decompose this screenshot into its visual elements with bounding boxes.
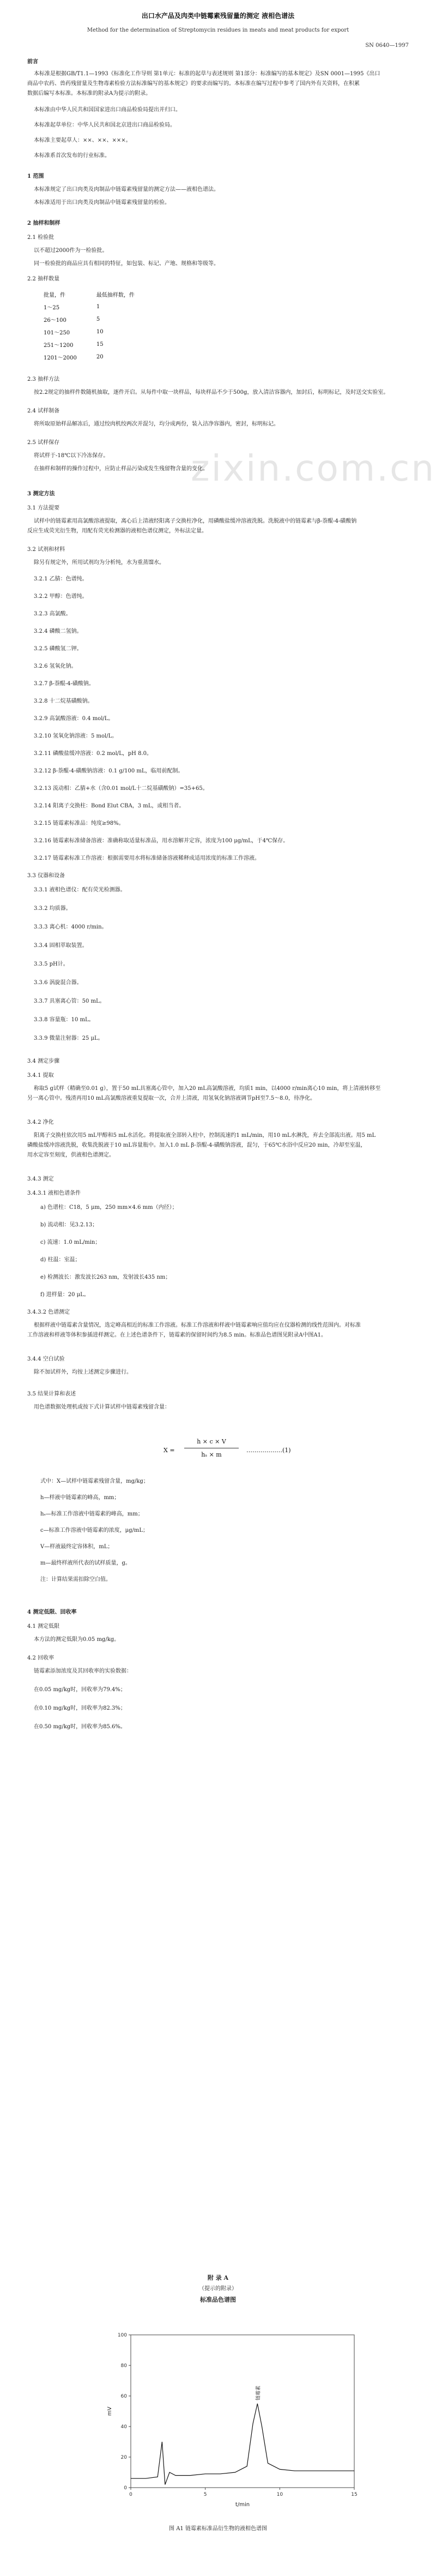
lc-condition-item: c) 流速：1.0 mL/min； [40, 1239, 101, 1245]
section-heading: 3 测定方法 [27, 491, 55, 497]
peak-label: 链霉素 [256, 2385, 262, 2400]
paragraph-line: 以不超过2000件为一检验批。 [34, 248, 108, 254]
instrument-item: 3.3.8 容量瓶：10 mL。 [34, 1017, 94, 1023]
subsection-heading: 2.1 检验批 [27, 235, 55, 241]
x-tick-label: 5 [203, 2492, 207, 2497]
table-row [44, 313, 154, 326]
plot-frame [131, 2335, 354, 2488]
reagent-item: 3.2.5 磷酸氢二钾。 [34, 646, 82, 652]
paragraph-line: 反应生成荧光衍生物，用配有荧光检测器的液相色谱仪测定，外标法定量。 [27, 528, 207, 534]
subsection-heading: 2.4 试样制备 [27, 408, 60, 414]
reagent-item: 3.2.3 高氯酸。 [34, 611, 71, 617]
table-header-cell: 批量，件 [44, 292, 65, 298]
x-tick-label: 10 [276, 2492, 283, 2497]
paragraph-line: 本标准规定了出口肉类及肉制品中链霉素残留量的测定方法——液相色谱法。 [34, 187, 219, 193]
watermark: zixin.com.cn [191, 447, 436, 489]
table-row [44, 301, 154, 313]
paragraph-line: 用色谱数据处理机或按下式计算试样中链霉素残留含量： [34, 1404, 170, 1410]
table-cell: 101～250 [44, 330, 70, 336]
paragraph-line: 同一检验批的商品应具有相同的特征，如包装、标记、产地、规格和等级等。 [34, 261, 219, 267]
document-subtitle: Method for the determination of Streptomycin residues in meats and meat products for export [87, 27, 349, 33]
subsection-heading: 3.4.3 测定 [27, 1176, 54, 1182]
recovery-line: 在0.05 mg/kg时，回收率为79.4%； [34, 1687, 126, 1693]
table-cell: 26～100 [44, 317, 66, 324]
reagent-item: 3.2.8 十二烷基磺酸钠。 [34, 698, 93, 704]
paragraph-line: 用水定容至刻度，供液相色谱测定。 [27, 1152, 114, 1158]
subsection-heading: 3.4 测定步骤 [27, 1058, 60, 1064]
section-heading: 1 范围 [27, 173, 44, 179]
table-cell: 1～25 [44, 305, 60, 311]
lc-condition-item: e) 检测波长：激发波长263 nm，发射波长435 nm； [40, 1274, 171, 1280]
paragraph-line: 将试样于-18℃以下冷冻保存。 [34, 453, 109, 459]
instrument-item: 3.3.3 离心机：4000 r/min。 [34, 924, 107, 930]
reagent-item: 3.2.1 乙腈：色谱纯。 [34, 576, 88, 582]
subsection-heading: 3.4.2 净化 [27, 1119, 54, 1125]
preface-line: 本标准主要起草人：××、××、×××。 [34, 137, 131, 143]
subsection-heading: 3.5 结果计算和表述 [27, 1391, 76, 1397]
subsection-heading: 3.4.3.2 色谱测定 [27, 1309, 70, 1315]
table-cell: 1 [96, 304, 100, 310]
formula-variable: m—最终样液所代表的试样质量，g。 [40, 1560, 131, 1566]
instrument-item: 3.3.6 涡旋混合器。 [34, 980, 82, 986]
lc-condition-item: b) 流动相：见3.2.13； [40, 1222, 98, 1228]
recovery-line: 在0.50 mg/kg时，回收率为85.6%。 [34, 1724, 126, 1730]
formula-denominator: hₛ × m [201, 1451, 222, 1458]
preface-line: 本标准起草单位：中华人民共和国北京进出口商品检验局。 [34, 122, 175, 128]
subsection-heading: 2.5 试样保存 [27, 440, 60, 446]
reagent-item: 3.2.6 氢氧化钠。 [34, 663, 77, 669]
reagent-item: 3.2.2 甲醇：色谱纯。 [34, 594, 88, 600]
preface-heading: 前言 [27, 59, 38, 65]
paragraph-line: 除不加试样外，均按上述测定步骤进行。 [34, 1369, 132, 1375]
figure-caption: 图 A1 链霉素标准品衍生物的液相色谱图 [169, 2526, 267, 2532]
section-heading: 2 抽样和制样 [27, 220, 60, 226]
instrument-item: 3.3.4 固相萃取装置。 [34, 943, 88, 949]
instrument-item: 3.3.9 微量注射器：25 μL。 [34, 1035, 104, 1041]
formula-number: ………………(1) [246, 1447, 291, 1454]
appendix-subtitle: 标准品色谱图 [200, 2296, 236, 2303]
lc-condition-item: a) 色谱柱：C18，5 μm，250 mm×4.6 mm（内径）； [40, 1205, 178, 1211]
table-cell: 1201～2000 [44, 355, 77, 361]
standard-number: SN 0640—1997 [365, 43, 409, 49]
formula-variable: h—样液中链霉素的峰高，mm； [40, 1495, 120, 1501]
chromatogram-chart [104, 2324, 365, 2509]
paragraph-line: 磷酸盐缓冲溶液洗脱，收集洗脱液于10 mL容量瓶中。加入1.0 mL β-萘醌-4-磺酸钠溶液，混匀，于65℃水浴中反应20 min，冷却至室温， [27, 1142, 366, 1148]
sampling-table [44, 288, 154, 363]
reagent-item: 3.2.7 β-萘醌-4-磺酸钠。 [34, 681, 94, 687]
subsection-heading: 3.4.4 空白试验 [27, 1356, 65, 1362]
instrument-item: 3.3.5 pH计。 [34, 961, 69, 967]
lc-condition-item: f) 进样量：20 μL。 [40, 1292, 89, 1298]
paragraph-line: 另一离心管中。残渣再用10 mL高氯酸溶液重复提取一次，合并上清液，用氢氧化钠溶液调节pH至7.5～8.0，待净化。 [27, 1095, 316, 1101]
paragraph-line: 将所取原始样品解冻后，通过绞肉机绞两次并混匀，均分成两份，装入洁净容器内，密封，标明标记。 [34, 421, 279, 427]
preface-line: 数据后编写本标准。本标准的附录A为提示的附录。 [27, 91, 152, 97]
reagent-item: 3.2.12 β-萘醌-4-磺酸钠溶液：0.1 g/100 mL，临用前配制。 [34, 768, 184, 774]
preface-line: 本标准系首次发布的行业标准。 [34, 153, 110, 159]
subsection-heading: 4.2 回收率 [27, 1655, 55, 1661]
paragraph-line: 本标准适用于出口肉类及肉制品中链霉素残留量的检验。 [34, 200, 170, 206]
table-cell: 10 [96, 329, 104, 335]
formula-lhs: X = [164, 1447, 175, 1454]
table-row [44, 326, 154, 338]
subsection-heading: 3.4.1 提取 [27, 1073, 54, 1079]
lc-condition-item: d) 柱温：室温； [40, 1257, 81, 1263]
formula-variable: c—标准工作溶液中链霉素的浓度，μg/mL； [40, 1527, 148, 1533]
subsection-heading: 3.3 仪器和设备 [27, 873, 65, 879]
y-tick-label: 40 [120, 2424, 127, 2430]
formula-variable: 注：计算结果需扣除空白值。 [40, 1577, 111, 1583]
table-row [44, 338, 154, 351]
paragraph-line: 除另有规定外，所用试剂均为分析纯，水为重蒸馏水。 [34, 560, 165, 566]
x-tick-label: 0 [129, 2492, 132, 2497]
paragraph-line: 根据样液中链霉素含量情况，选定峰高相近的标准工作溶液。标准工作溶液和样液中链霉素响应值均应在仪器检测的线性范围内。对标准 [34, 1322, 361, 1328]
table-header-row [44, 288, 154, 301]
subsection-heading: 3.2 试剂和材料 [27, 547, 65, 553]
y-tick-label: 80 [120, 2363, 127, 2369]
reagent-item: 3.2.10 氢氧化钠溶液：5 mol/L。 [34, 733, 118, 739]
paragraph-line: 阳离子交换柱依次用5 mL甲醇和5 mL水活化。将提取液全部转入柱中，控制流速约1 mL/min，用10 mL水淋洗，弃去全部流出液。用5 mL [34, 1133, 376, 1139]
formula-variable: hₛ—标准工作溶液中链霉素的峰高，mm； [40, 1511, 143, 1517]
reagent-item: 3.2.14 阳离子交换柱：Bond Elut CBA，3 mL，或相当者。 [34, 803, 185, 809]
subsection-heading: 3.1 方法提要 [27, 505, 60, 511]
reagent-item: 3.2.15 链霉素标准品：纯度≥98%。 [34, 820, 124, 826]
formula-variable: V—样液最终定容体积，mL； [40, 1544, 113, 1550]
preface-line: 本标准由中华人民共和国国家进出口商品检验局提出并归口。 [34, 107, 181, 113]
table-header-cell: 最低抽样数，件 [96, 292, 135, 298]
paragraph-line: 称取5 g试样（精确至0.01 g），置于50 mL具塞离心管中，加入20 mL高氯酸溶液，均质1 min，以4000 r/min离心10 min，将上清液转移至 [34, 1086, 381, 1092]
appendix-note: （提示的附录） [199, 2286, 237, 2292]
reagent-item: 3.2.4 磷酸二氢钠。 [34, 628, 82, 634]
paragraph-line: 工作溶液和样液等体积参插进样测定。在上述色谱条件下，链霉素的保留时间约为8.5 min。标准品色谱图见附录A中图A1。 [27, 1332, 327, 1338]
section-heading: 4 测定低限、回收率 [27, 1609, 77, 1615]
table-cell: 20 [96, 354, 104, 360]
table-cell: 5 [96, 316, 100, 322]
reagent-item: 3.2.9 高氯酸溶液：0.4 mol/L。 [34, 716, 114, 722]
recovery-line: 在0.10 mg/kg时，回收率为82.3%； [34, 1705, 126, 1711]
y-tick-label: 20 [120, 2455, 127, 2460]
formula-variable: 式中：X—试样中链霉素残留含量，mg/kg； [40, 1478, 149, 1484]
subsection-heading: 4.1 测定低限 [27, 1624, 60, 1630]
x-tick-label: 15 [351, 2492, 358, 2497]
instrument-item: 3.3.1 液相色谱仪：配有荧光检测器。 [34, 887, 126, 893]
chromatogram-svg [104, 2324, 365, 2509]
paragraph-line: 按2.2规定的抽样件数随机抽取，逐件开启。从每件中取一块样品，每块样品不少于500g，放入清洁容器内，加封后，标明标记，及时送交实验室。 [34, 390, 389, 396]
y-tick-label: 0 [124, 2485, 127, 2491]
instrument-item: 3.3.2 均质器。 [34, 906, 71, 912]
paragraph-line: 试样中的链霉素用高氯酸溶液提取，离心后上清液经阳离子交换柱净化，用磷酸盐缓冲溶液洗脱。洗脱液中的链霉素与β-萘醌-4-磺酸钠 [34, 518, 357, 524]
subsection-heading: 2.3 抽样方法 [27, 376, 60, 382]
paragraph-line: 链霉素添加浓度及其回收率的实验数据： [34, 1668, 132, 1674]
instrument-item: 3.3.7 具塞离心管：50 mL。 [34, 998, 105, 1004]
y-axis-label: mV [107, 2406, 113, 2416]
x-axis-label: t/min [235, 2502, 250, 2508]
chromatogram-line [131, 2404, 354, 2484]
reagent-item: 3.2.17 链霉素标准工作溶液：根据需要用水将标准储备溶液稀释成适用浓度的标准工作溶液。 [34, 855, 260, 861]
reagent-item: 3.2.11 磷酸盐缓冲溶液：0.2 mol/L，pH 8.0。 [34, 751, 152, 757]
subsection-heading: 2.2 抽样数量 [27, 276, 60, 282]
reagent-item: 3.2.13 流动相：乙腈+水（含0.01 mol/L十二烷基磺酸钠）=35+65。 [34, 786, 208, 792]
preface-line: 本标准是根据GB/T1.1—1993《标准化工作导则 第1单元：标准的起草与表述规则 第1部分：标准编写的基本规定》及SN 0001—1995《出口 [34, 71, 380, 77]
table-cell: 251～1200 [44, 343, 74, 349]
document-title: 出口水产品及肉类中链霉素残留量的测定 液相色谱法 [141, 12, 295, 20]
reagent-item: 3.2.16 链霉素标准储备溶液：准确称取适量标准品，用水溶解并定容，浓度为100 μg/mL，于4℃保存。 [34, 838, 289, 844]
paragraph-line: 在抽样和制样的操作过程中，应防止样品污染或发生残留物含量的变化。 [34, 466, 208, 472]
table-row [44, 351, 154, 363]
paragraph-line: 本方法的测定低限为0.05 mg/kg。 [34, 1637, 120, 1643]
y-tick-label: 60 [120, 2394, 127, 2399]
preface-line: 商品中农药、兽药残留量及生物毒素检验方法标准编写的基本规定》的要求而编写的。本标准在编写过程中参考了国内外有关资料，在积累 [27, 81, 360, 87]
y-tick-label: 100 [117, 2333, 127, 2338]
subsection-heading: 3.4.3.1 液相色谱条件 [27, 1190, 81, 1196]
appendix-title: 附 录 A [207, 2274, 229, 2281]
formula-numerator: h × c × V [197, 1438, 226, 1445]
table-cell: 15 [96, 342, 104, 348]
